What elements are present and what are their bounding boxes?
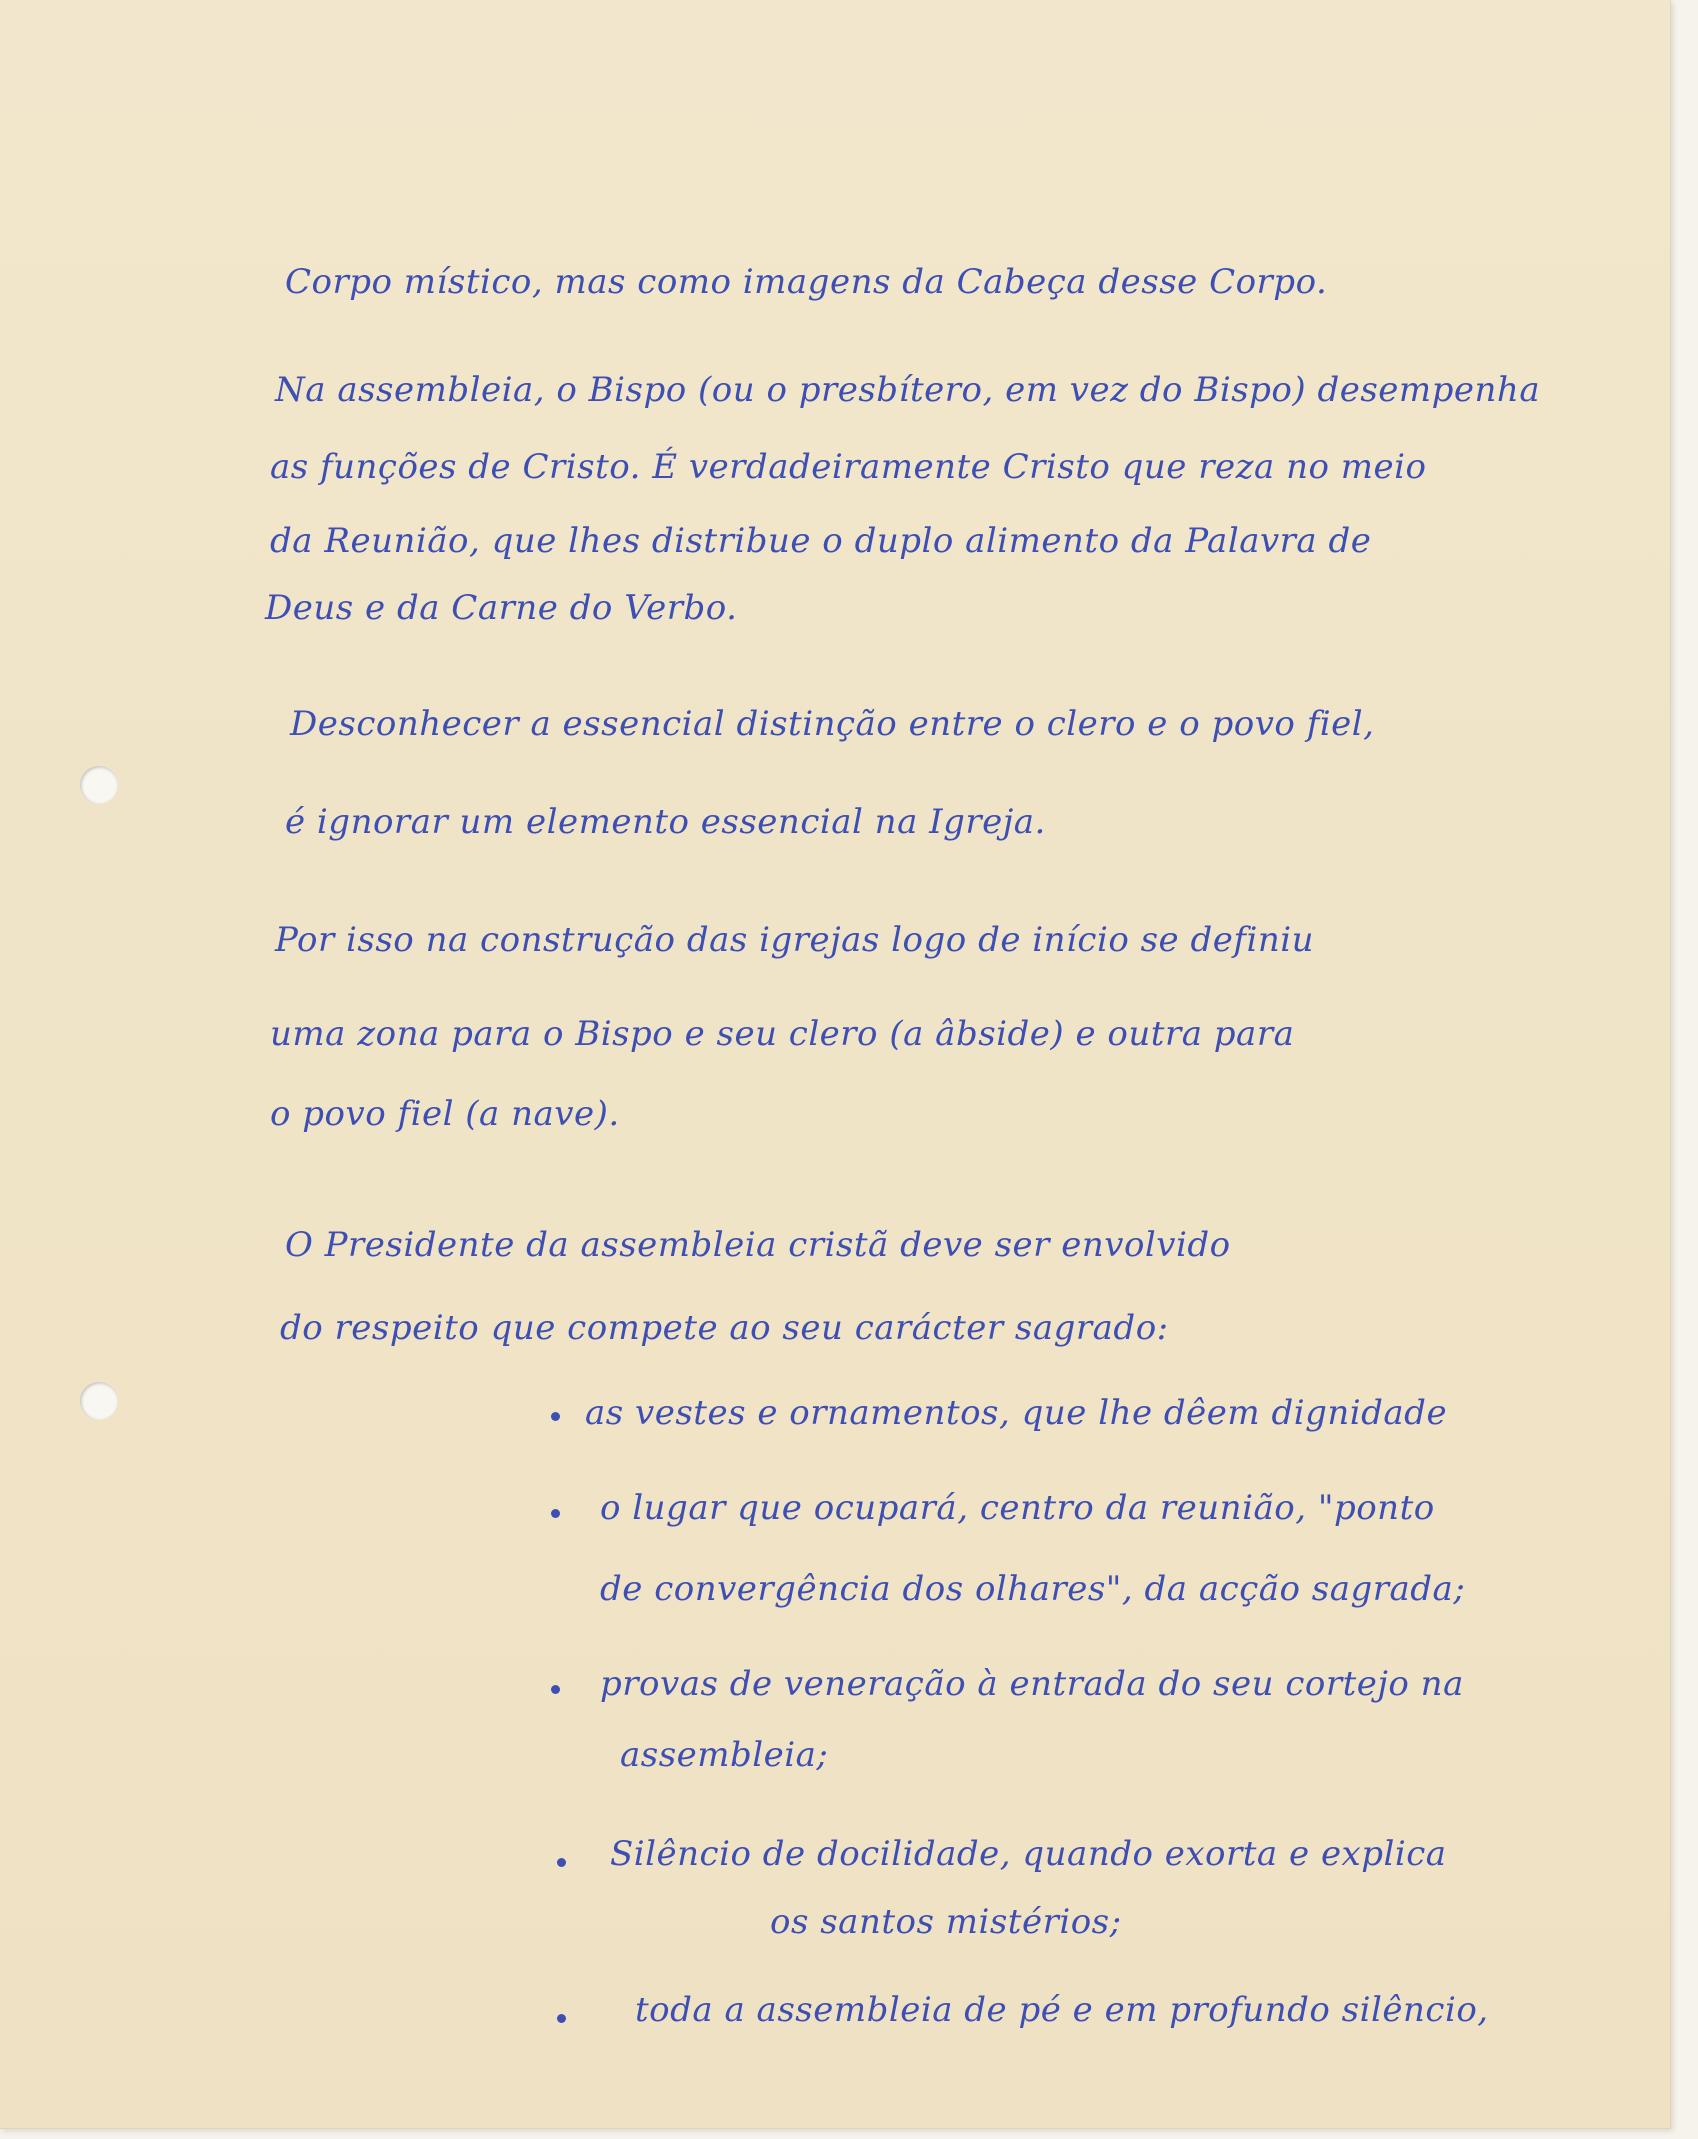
bullet (557, 1858, 566, 1867)
bullet (551, 1412, 560, 1421)
bullet (551, 1509, 560, 1518)
text-line: o povo fiel (a nave). (270, 1094, 620, 1134)
text-line: o lugar que ocupará, centro da reunião, "ponto (600, 1488, 1435, 1528)
text-line: as funções de Cristo. É verdadeiramente Cristo que reza no meio (270, 447, 1427, 487)
text-line: toda a assembleia de pé e em profundo silêncio, (635, 1990, 1489, 2030)
text-line: Deus e da Carne do Verbo. (265, 588, 738, 628)
text-line: uma zona para o Bispo e seu clero (a âbside) e outra para (270, 1014, 1295, 1054)
text-line: assembleia; (620, 1735, 829, 1775)
text-line: as vestes e ornamentos, que lhe dêem dignidade (585, 1393, 1448, 1433)
text-line: Silêncio de docilidade, quando exorta e explica (610, 1834, 1447, 1874)
text-line: os santos mistérios; (770, 1902, 1122, 1942)
text-line: de convergência dos olhares", da acção sagrada; (600, 1569, 1466, 1609)
text-line: Por isso na construção das igrejas logo de início se definiu (275, 920, 1314, 960)
text-line: da Reunião, que lhes distribue o duplo alimento da Palavra de (270, 521, 1372, 561)
text-line: Corpo místico, mas como imagens da Cabeça desse Corpo. (285, 262, 1328, 302)
text-line: do respeito que compete ao seu carácter sagrado: (280, 1308, 1169, 1348)
text-line: é ignorar um elemento essencial na Igreja. (285, 802, 1046, 842)
text-line: O Presidente da assembleia cristã deve ser envolvido (285, 1225, 1231, 1265)
bullet (557, 2014, 566, 2023)
punch-hole-top (80, 766, 118, 804)
text-line: provas de veneração à entrada do seu cortejo na (600, 1664, 1464, 1704)
punch-hole-bottom (80, 1382, 118, 1420)
text-line: Desconhecer a essencial distinção entre o clero e o povo fiel, (290, 704, 1375, 744)
bullet (551, 1685, 560, 1694)
text-line: Na assembleia, o Bispo (ou o presbítero, em vez do Bispo) desempenha (275, 370, 1541, 410)
